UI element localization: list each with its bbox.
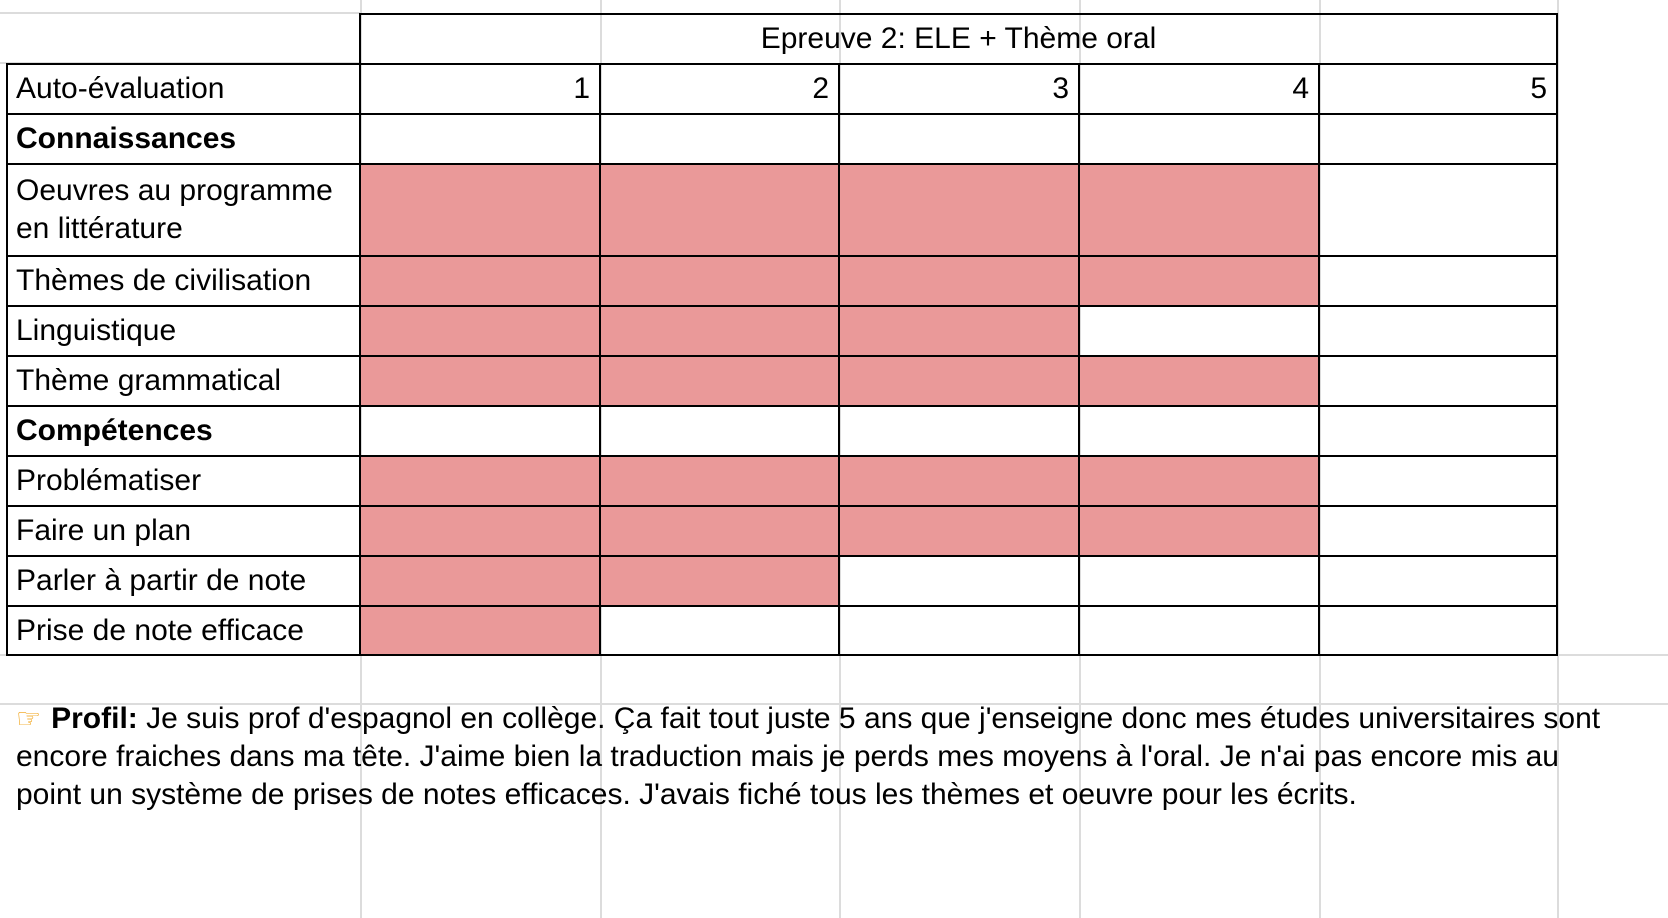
level-header-cell[interactable] [600,64,839,114]
table-border [6,555,1558,557]
rating-cell-empty[interactable] [1079,606,1319,655]
rating-cell-empty[interactable] [1319,164,1557,256]
row-label: Connaissances [16,122,237,155]
rating-cell-filled[interactable] [600,256,839,306]
row-label-cell[interactable] [6,606,360,655]
row-label: Thème grammatical [16,364,282,397]
rating-cell-filled[interactable] [600,456,839,506]
row-label: Prise de note efficace [16,613,304,647]
table-title: Epreuve 2: ELE + Thème oral [760,22,1157,55]
table-border [6,455,1558,457]
rating-cell-empty[interactable] [1319,406,1557,456]
profile-cell[interactable] [16,700,1616,814]
row-label-cell[interactable] [6,356,360,406]
rating-cell-filled[interactable] [839,356,1079,406]
rating-cell-filled[interactable] [360,306,600,356]
rating-cell-empty[interactable] [1319,256,1557,306]
rating-cell-empty[interactable] [1319,606,1557,655]
table-border [6,605,1558,607]
row-label: Linguistique [16,314,177,347]
level-header: 2 [812,72,829,105]
row-label: Problématiser [16,464,202,497]
row-label: Faire un plan [16,514,192,547]
table-border [6,305,1558,307]
rating-cell-filled[interactable] [1079,356,1319,406]
level-header-cell[interactable] [360,64,600,114]
rating-cell-filled[interactable] [600,356,839,406]
rating-cell-filled[interactable] [360,456,600,506]
gridline [0,12,360,14]
rating-cell-empty[interactable] [1319,556,1557,606]
level-header-cell[interactable] [1319,64,1557,114]
rating-cell-filled[interactable] [360,256,600,306]
rating-cell-empty[interactable] [1079,306,1319,356]
auto-eval-label: Auto-évaluation [16,72,225,105]
auto-eval-label-cell[interactable] [6,64,360,114]
rating-cell-empty[interactable] [600,606,839,655]
level-header: 3 [1052,72,1069,105]
pointing-hand-icon: ☞ [16,703,42,734]
rating-cell-empty[interactable] [1079,556,1319,606]
rating-cell-filled[interactable] [839,164,1079,256]
row-label: Parler à partir de note [16,564,307,597]
table-border [838,63,840,656]
rating-cell-filled[interactable] [1079,506,1319,556]
rating-cell-empty[interactable] [1319,356,1557,406]
rating-cell-filled[interactable] [360,506,600,556]
rating-cell-filled[interactable] [600,164,839,256]
rating-cell-filled[interactable] [360,356,600,406]
table-title-cell[interactable] [360,14,1557,64]
table-border [1318,63,1320,656]
table-border [6,405,1558,407]
table-border [359,13,361,656]
table-border [6,355,1558,357]
rating-cell-filled[interactable] [839,306,1079,356]
table-border [1556,13,1558,656]
table-border [6,163,1558,165]
rating-cell-empty[interactable] [839,556,1079,606]
rating-cell-filled[interactable] [600,306,839,356]
rating-cell-filled[interactable] [360,606,600,655]
row-label-cell[interactable] [6,506,360,556]
rating-cell-filled[interactable] [1079,256,1319,306]
rating-cell-filled[interactable] [1079,456,1319,506]
rating-cell-filled[interactable] [839,506,1079,556]
rating-cell-empty[interactable] [360,406,600,456]
rating-cell-filled[interactable] [360,164,600,256]
rating-cell-empty[interactable] [839,114,1079,164]
rating-cell-empty[interactable] [1319,306,1557,356]
row-label-cell[interactable] [6,556,360,606]
rating-cell-filled[interactable] [839,456,1079,506]
rating-cell-filled[interactable] [600,506,839,556]
row-label-cell[interactable] [6,456,360,506]
rating-cell-empty[interactable] [839,606,1079,655]
level-header-cell[interactable] [1079,64,1319,114]
level-header: 4 [1292,72,1309,105]
rating-cell-empty[interactable] [600,406,839,456]
rating-cell-empty[interactable] [360,114,600,164]
rating-cell-empty[interactable] [1319,114,1557,164]
profile-text: Je suis prof d'espagnol en collège. Ça fait tout juste 5 ans que j'enseigne donc mes études universitaires sont encore fraiches dans ma tête. J'aime bien la traduction mais je perds mes moyens à l'oral. Je n'ai pas encore mis au point un système de prises de notes efficaces. J'avais fiché tous les thèmes et oeuvre pour les écrits. [16,702,1601,811]
table-border [6,654,1558,656]
rating-cell-filled[interactable] [1079,164,1319,256]
rating-cell-filled[interactable] [839,256,1079,306]
table-border [6,505,1558,507]
rating-cell-empty[interactable] [839,406,1079,456]
row-label-cell[interactable] [6,114,360,164]
rating-cell-empty[interactable] [1319,456,1557,506]
rating-cell-empty[interactable] [1079,114,1319,164]
rating-cell-filled[interactable] [600,556,839,606]
table-border [6,113,1558,115]
level-header: 1 [573,72,590,105]
rating-cell-empty[interactable] [1079,406,1319,456]
table-border [1078,63,1080,656]
row-label: Compétences [16,414,213,447]
profile-label: Profil: [51,702,138,735]
table-border [599,63,601,656]
rating-cell-empty[interactable] [600,114,839,164]
table-border [6,63,1558,65]
rating-cell-empty[interactable] [1319,506,1557,556]
level-header: 5 [1530,72,1547,105]
row-label-cell[interactable] [6,406,360,456]
table-border [6,255,1558,257]
rating-cell-filled[interactable] [360,556,600,606]
row-label-cell[interactable] [6,256,360,306]
row-label: Thèmes de civilisation [16,264,312,297]
row-label: Oeuvres au programme en littérature [16,174,333,245]
row-label-cell[interactable] [6,306,360,356]
level-header-cell[interactable] [839,64,1079,114]
table-border [360,13,1558,15]
row-label-cell[interactable] [6,164,360,256]
table-border [6,63,8,656]
